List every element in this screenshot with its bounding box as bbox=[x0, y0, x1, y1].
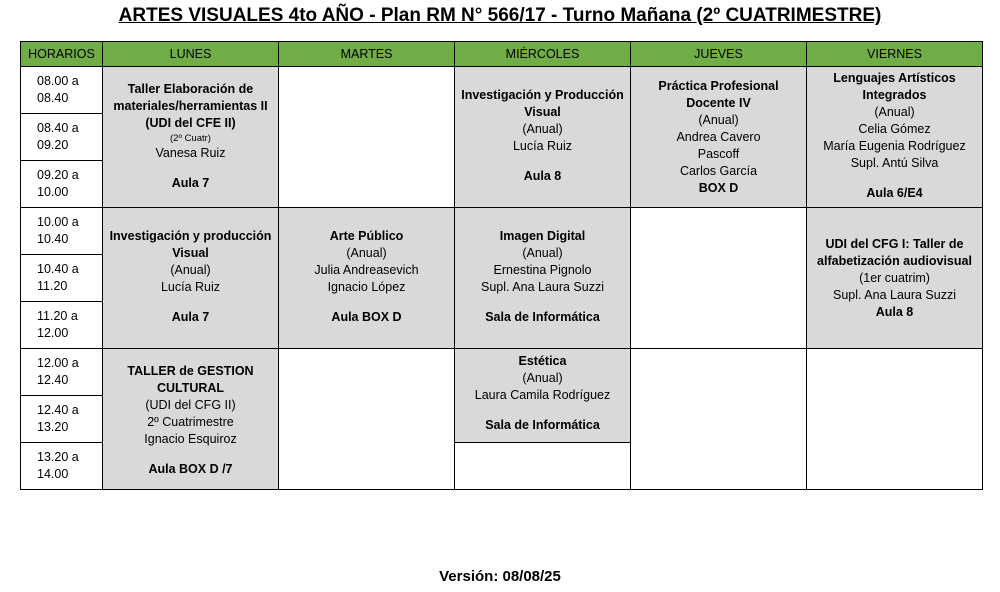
class-lunes-3: TALLER de GESTION CULTURAL (UDI del CFG II) 2º Cuatrimestre Ignacio Esquiroz Aula BOX D /7 bbox=[103, 349, 279, 490]
header-horarios: HORARIOS bbox=[21, 42, 103, 67]
time-slot: 13.20 a 14.00 bbox=[21, 443, 103, 490]
class-martes-2: Arte Público (Anual) Julia Andreasevich Ignacio López Aula BOX D bbox=[279, 208, 455, 349]
schedule-title: ARTES VISUALES 4to AÑO - Plan RM N° 566/17 - Turno Mañana (2º CUATRIMESTRE) bbox=[118, 5, 882, 26]
time-slot: 08.00 a 08.40 bbox=[21, 67, 103, 114]
empty-martes-1 bbox=[279, 67, 455, 208]
time-slot: 11.20 a 12.00 bbox=[21, 302, 103, 349]
empty-martes-3 bbox=[279, 349, 455, 490]
time-slot: 10.40 a 11.20 bbox=[21, 255, 103, 302]
class-miercoles-1: Investigación y Producción Visual (Anual) Lucía Ruiz Aula 8 bbox=[455, 67, 631, 208]
version-label: Versión: 08/08/25 bbox=[439, 568, 561, 585]
schedule-table bbox=[20, 41, 983, 490]
class-viernes-1: Lenguajes Artísticos Integrados (Anual) Celia Gómez María Eugenia Rodríguez Supl. Antú Silva Aula 6/E4 bbox=[807, 67, 983, 208]
class-jueves-1: Práctica Profesional Docente IV (Anual) Andrea Cavero Pascoff Carlos García BOX D bbox=[631, 67, 807, 208]
empty-viernes-3 bbox=[807, 349, 983, 490]
class-lunes-2: Investigación y producción Visual (Anual) Lucía Ruiz Aula 7 bbox=[103, 208, 279, 349]
class-viernes-2: UDI del CFG I: Taller de alfabetización audiovisual (1er cuatrim) Supl. Ana Laura Suzzi Aula 8 bbox=[807, 208, 983, 349]
time-slot: 12.00 a 12.40 bbox=[21, 349, 103, 396]
class-miercoles-3: Estética (Anual) Laura Camila Rodríguez Sala de Informática bbox=[455, 349, 631, 443]
header-miercoles: MIÉRCOLES bbox=[455, 42, 631, 67]
class-miercoles-2: Imagen Digital (Anual) Ernestina Pignolo Supl. Ana Laura Suzzi Sala de Informática bbox=[455, 208, 631, 349]
header-jueves: JUEVES bbox=[631, 42, 807, 67]
header-martes: MARTES bbox=[279, 42, 455, 67]
header-row bbox=[21, 42, 983, 67]
empty-miercoles-last bbox=[455, 443, 631, 490]
empty-jueves-2 bbox=[631, 208, 807, 349]
time-slot: 09.20 a 10.00 bbox=[21, 161, 103, 208]
empty-jueves-3 bbox=[631, 349, 807, 490]
table-row bbox=[21, 349, 983, 396]
table-row bbox=[21, 208, 983, 255]
class-lunes-1: Taller Elaboración de materiales/herramientas II (UDI del CFE II) (2º Cuatr) Vanesa Ruiz Aula 7 bbox=[103, 67, 279, 208]
header-viernes: VIERNES bbox=[807, 42, 983, 67]
header-lunes: LUNES bbox=[103, 42, 279, 67]
table-row bbox=[21, 67, 983, 114]
time-slot: 12.40 a 13.20 bbox=[21, 396, 103, 443]
time-slot: 10.00 a 10.40 bbox=[21, 208, 103, 255]
time-slot: 08.40 a 09.20 bbox=[21, 114, 103, 161]
